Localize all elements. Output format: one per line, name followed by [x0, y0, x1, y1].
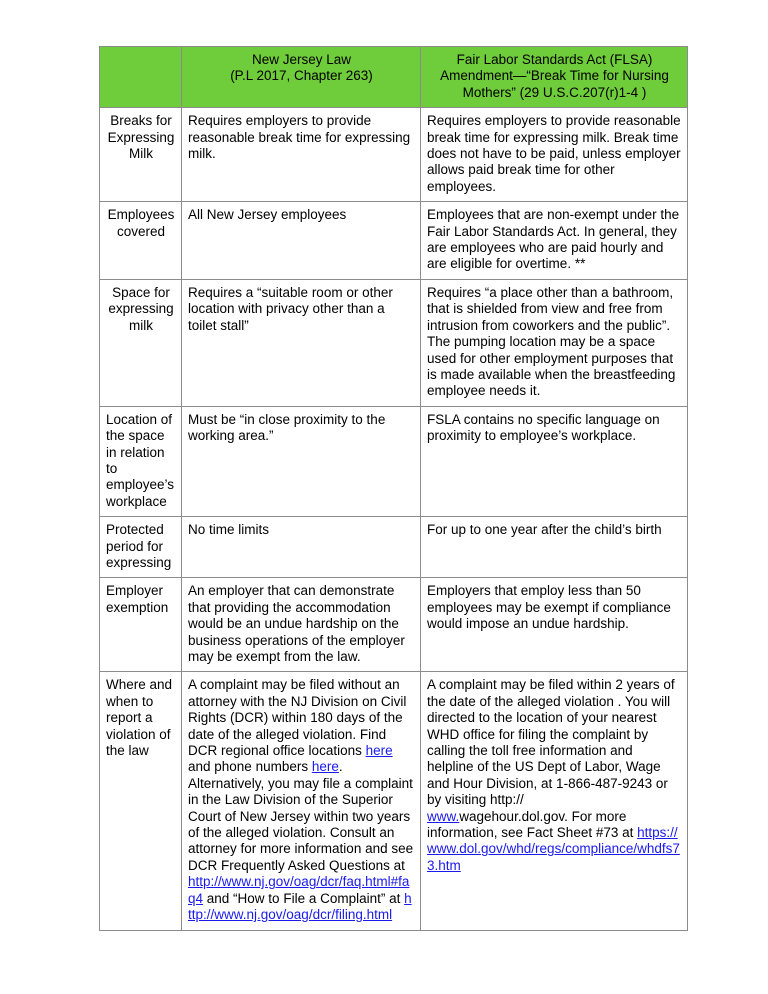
- row-label: Protected period for expressing: [100, 517, 182, 578]
- row-employees-covered: [100, 202, 688, 280]
- flsa-cell: Requires “a place other than a bathroom, that is shielded from view and free from intrusion from coworkers and the public”. The pumping location may be a space used for other employment purposes that is made available when the breastfeeding employee needs it.: [421, 279, 688, 406]
- row-label: Employees covered: [100, 202, 182, 280]
- row-protected-period: [100, 517, 688, 578]
- comparison-table: [99, 46, 688, 931]
- row-label: Location of the space in relation to employee’s workplace: [100, 406, 182, 516]
- fact-sheet-link[interactable]: https://www.dol.gov/whd/regs/compliance/whdfs73.htm: [427, 825, 680, 873]
- flsa-cell: Employees that are non-exempt under the Fair Labor Standards Act. In general, they are employees who are paid hourly and are eligible for overtime. **: [421, 202, 688, 280]
- row-breaks: [100, 108, 688, 202]
- nj-cell: Must be “in close proximity to the working area.”: [182, 406, 421, 516]
- header-flsa: Fair Labor Standards Act (FLSA) Amendment—“Break Time for Nursing Mothers” (29 U.S.C.207(r)1-4 ): [421, 47, 688, 108]
- header-nj-law: New Jersey Law (P.L 2017, Chapter 263): [182, 47, 421, 108]
- row-label: Breaks for Expressing Milk: [100, 108, 182, 202]
- nj-cell: A complaint may be filed without an attorney with the NJ Division on Civil Rights (DCR) within 180 days of the date of the alleged violation. Find DCR regional office locations here and phone numbers here. Alternatively, you may file a complaint in the Law Division of the Superior Court of New Jersey within two years of the alleged violation. Consult an attorney for more information and see DCR Frequently Asked Questions at http://www.nj.gov/oag/dcr/faq.html#faq4 and “How to File a Complaint” at http://www.nj.gov/oag/dcr/filing.html: [182, 672, 421, 930]
- header-row: [100, 47, 688, 108]
- wagehour-link[interactable]: www.: [427, 808, 460, 824]
- row-complaint: [100, 672, 688, 930]
- row-location: [100, 406, 688, 516]
- flsa-cell: Requires employers to provide reasonable break time for expressing milk. Break time does not have to be paid, unless employer allows paid break time for other employees.: [421, 108, 688, 202]
- dcr-faq-link[interactable]: http://www.nj.gov/oag/dcr/faq.html#faq4: [188, 874, 410, 906]
- flsa-cell: A complaint may be filed within 2 years of the date of the alleged violation . You will directed to the location of your nearest WHD office for filing the complaint by calling the toll free information and helpline of the US Dept of Labor, Wage and Hour Division, at 1-866-487-9243 or by visiting http:// www.wagehour.dol.gov. For more information, see Fact Sheet #73 at https://www.dol.gov/whd/regs/compliance/whdfs73.htm: [421, 672, 688, 930]
- flsa-cell: FSLA contains no specific language on proximity to employee’s workplace.: [421, 406, 688, 516]
- nj-cell: An employer that can demonstrate that providing the accommodation would be an undue hardship on the business operations of the employer may be exempt from the law.: [182, 578, 421, 672]
- dcr-locations-link[interactable]: here: [365, 743, 393, 759]
- row-space: [100, 279, 688, 406]
- dcr-phone-link[interactable]: here: [311, 759, 339, 775]
- row-label: Where and when to report a violation of the law: [100, 672, 182, 930]
- nj-cell: No time limits: [182, 517, 421, 578]
- nj-cell: Requires employers to provide reasonable break time for expressing milk.: [182, 108, 421, 202]
- row-label: Employer exemption: [100, 578, 182, 672]
- dcr-filing-link[interactable]: http://www.nj.gov/oag/dcr/filing.html: [188, 890, 412, 923]
- row-label: Space for expressing milk: [100, 279, 182, 406]
- flsa-cell: Employers that employ less than 50 employees may be exempt if compliance would impose an undue hardship.: [421, 578, 688, 672]
- nj-cell: Requires a “suitable room or other location with privacy other than a toilet stall”: [182, 279, 421, 406]
- header-empty-cell: [100, 47, 182, 108]
- row-employer-exemption: [100, 578, 688, 672]
- flsa-cell: For up to one year after the child’s birth: [421, 517, 688, 578]
- nj-cell: All New Jersey employees: [182, 202, 421, 280]
